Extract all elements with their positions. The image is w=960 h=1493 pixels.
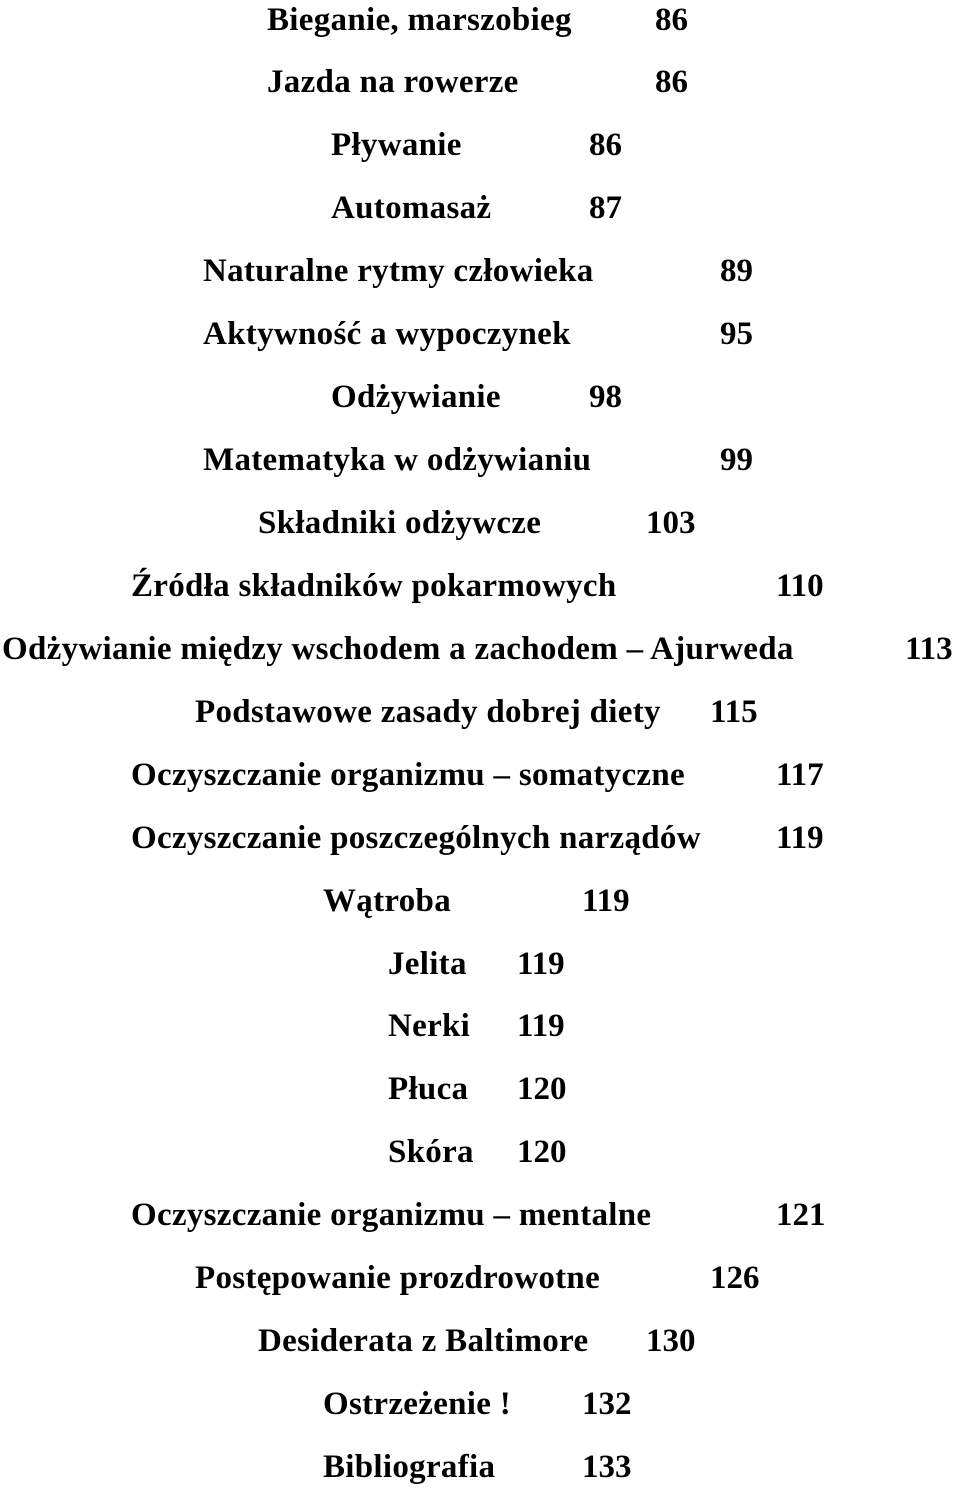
toc-entry-page: 113 bbox=[905, 631, 953, 667]
toc-entry-title: Skóra bbox=[388, 1134, 474, 1170]
toc-entry-page: 130 bbox=[646, 1323, 696, 1359]
toc-entry-page: 89 bbox=[720, 253, 753, 289]
toc-entry-page: 86 bbox=[589, 127, 622, 163]
toc-entry-page: 86 bbox=[655, 2, 688, 38]
toc-entry-page: 119 bbox=[776, 820, 824, 856]
toc-entry-title: Postępowanie prozdrowotne bbox=[195, 1260, 601, 1296]
toc-entry-title: Ostrzeżenie ! bbox=[323, 1386, 512, 1422]
toc-entry-page: 120 bbox=[517, 1071, 567, 1107]
toc-entry-page: 95 bbox=[720, 316, 753, 352]
toc-entry-page: 121 bbox=[776, 1197, 826, 1233]
toc-entry-title: Pływanie bbox=[331, 127, 462, 163]
toc-entry-page: 120 bbox=[517, 1134, 567, 1170]
toc-entry-page: 99 bbox=[720, 442, 753, 478]
toc-entry-title: Jazda na rowerze bbox=[267, 64, 519, 100]
toc-entry-page: 86 bbox=[655, 64, 688, 100]
toc-entry-title: Oczyszczanie organizmu – somatyczne bbox=[131, 757, 685, 793]
toc-entry-title: Naturalne rytmy człowieka bbox=[203, 253, 594, 289]
toc-entry-page: 87 bbox=[589, 190, 622, 226]
toc-entry-title: Aktywność a wypoczynek bbox=[203, 316, 571, 352]
toc-entry-title: Matematyka w odżywianiu bbox=[203, 442, 592, 478]
toc-entry-title: Oczyszczanie organizmu – mentalne bbox=[131, 1197, 652, 1233]
toc-entry-title: Bieganie, marszobieg bbox=[267, 2, 572, 38]
toc-entry-page: 103 bbox=[646, 505, 696, 541]
toc-entry-title: Desiderata z Baltimore bbox=[258, 1323, 589, 1359]
toc-entry-title: Wątroba bbox=[323, 883, 451, 919]
toc-entry-page: 132 bbox=[582, 1386, 632, 1422]
toc-entry-page: 110 bbox=[776, 568, 824, 604]
toc-entry-title: Oczyszczanie poszczególnych narządów bbox=[131, 820, 701, 856]
toc-entry-page: 98 bbox=[589, 379, 622, 415]
toc-entry-title: Jelita bbox=[388, 946, 467, 982]
toc-entry-title: Płuca bbox=[388, 1071, 469, 1107]
toc-entry-title: Odżywianie bbox=[331, 379, 501, 415]
toc-entry-page: 126 bbox=[710, 1260, 760, 1296]
toc-entry-title: Składniki odżywcze bbox=[258, 505, 542, 541]
toc-entry-page: 119 bbox=[517, 946, 565, 982]
toc-entry-title: Odżywianie między wschodem a zachodem – Ajurweda bbox=[2, 631, 794, 667]
toc-entry-title: Bibliografia bbox=[323, 1449, 496, 1485]
toc-entry-page: 119 bbox=[582, 883, 630, 919]
toc-entry-page: 115 bbox=[710, 694, 758, 730]
toc-entry-title: Źródła składników pokarmowych bbox=[131, 568, 617, 604]
toc-entry-title: Nerki bbox=[388, 1008, 471, 1044]
toc-entry-page: 133 bbox=[582, 1449, 632, 1485]
toc-entry-page: 117 bbox=[776, 757, 824, 793]
toc-entry-title: Podstawowe zasady dobrej diety bbox=[195, 694, 661, 730]
toc-entry-page: 119 bbox=[517, 1008, 565, 1044]
toc-entry-title: Automasaż bbox=[331, 190, 492, 226]
